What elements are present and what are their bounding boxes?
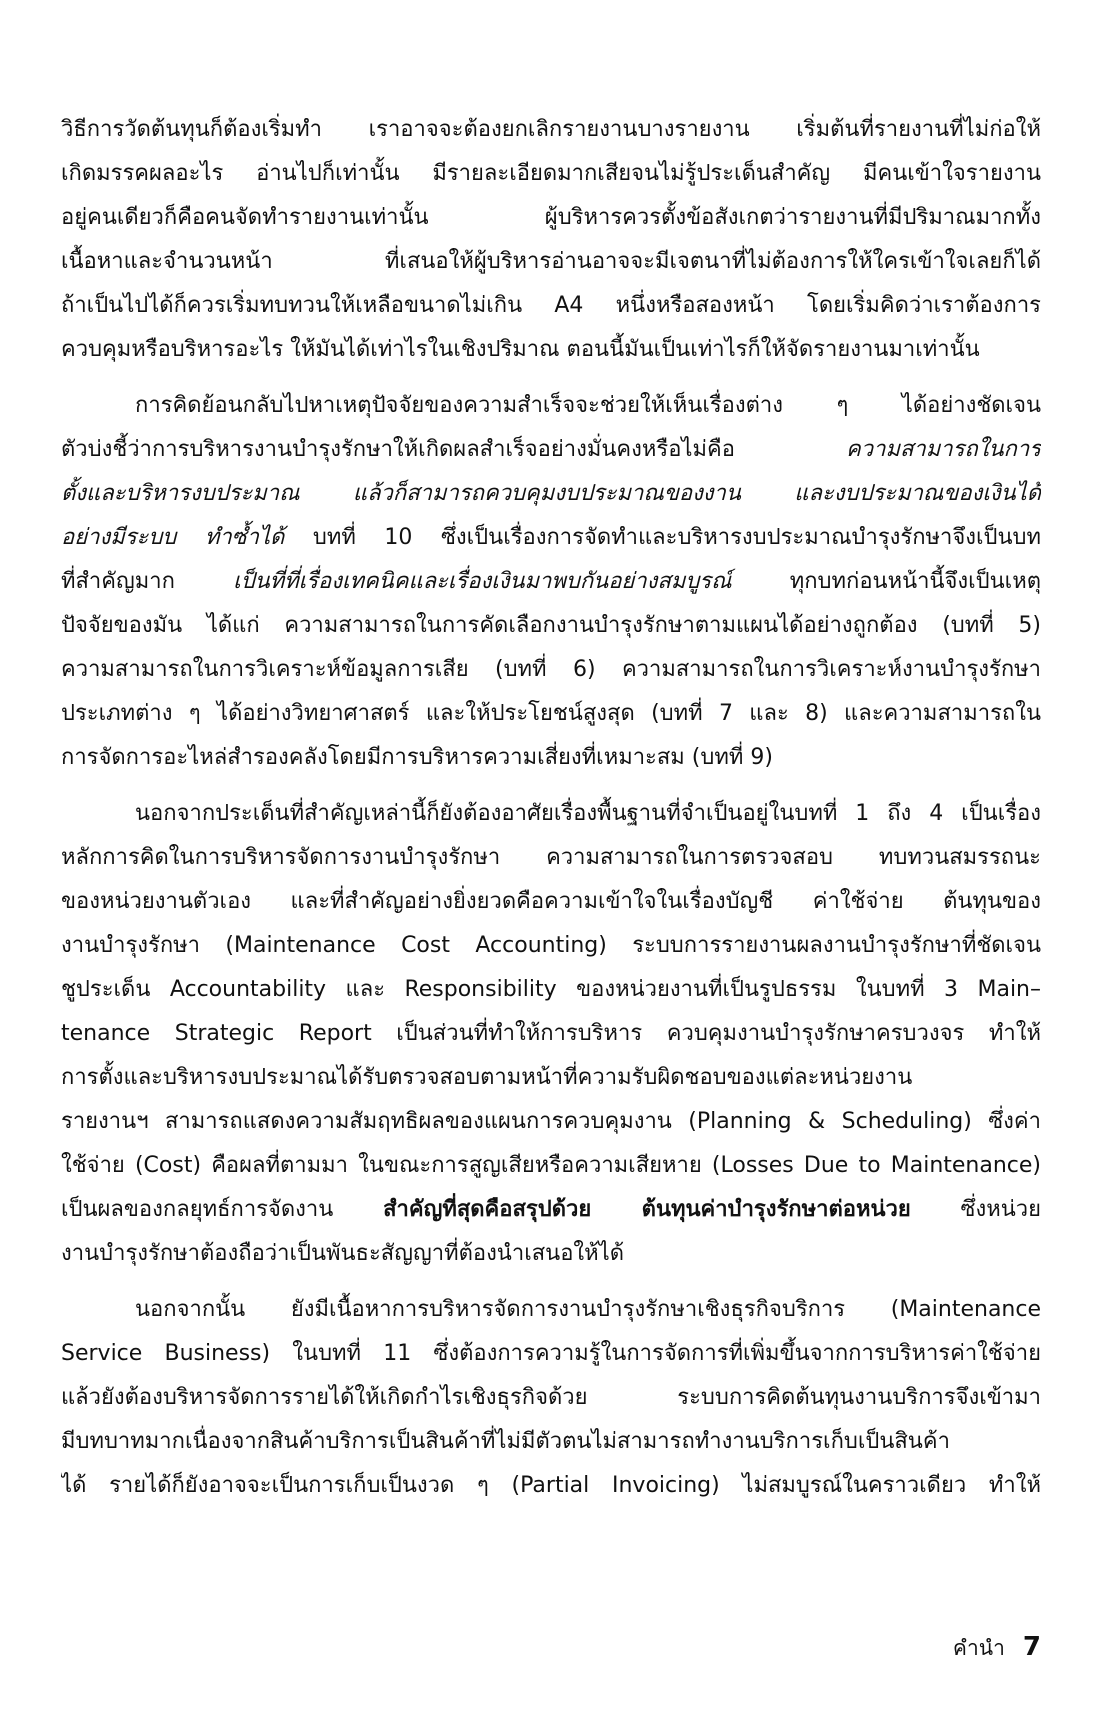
italic-emphasis: เป็นที่ที่เรื่องเทคนิคและเรื่องเงินมาพบกันอย่างสมบูรณ์ [233,569,732,594]
text-run: งานบำรุงรักษาต้องถือว่าเป็นพันธะสัญญาที่ต้องนำเสนอให้ได้ [61,1241,624,1266]
text-run: การตั้งและบริหารงบประมาณได้รับตรวจสอบตามหน้าที่ความรับผิดชอบของแต่ละหน่วยงาน [61,1065,913,1090]
text-run: รายงานฯ สามารถแสดงความสัมฤทธิผลของแผนการควบคุมงาน (Planning & Scheduling) ซึ่งค่า [61,1109,1041,1134]
text-run: เป็นผลของกลยุทธ์การจัดงาน [61,1197,384,1222]
text-run: ชูประเด็น Accountability และ Responsibility ของหน่วยงานที่เป็นรูปธรรม ในบทที่ 3 Main– [61,977,1041,1002]
text-line [61,560,1041,604]
page-footer [953,1632,1041,1672]
text-run: ใช้จ่าย (Cost) คือผลที่ตามมา ในขณะการสูญเสียหรือความเสียหาย (Losses Due to Maintenance) [61,1153,1041,1178]
text-run: ประเภทต่าง ๆ ได้อย่างวิทยาศาสตร์ และให้ประโยชน์สูงสุด (บทที่ 7 และ 8) และความสามารถใน [61,701,1041,726]
text-line [61,604,1041,648]
text-line [61,1144,1041,1188]
text-line [61,328,1041,372]
text-run: ได้ รายได้ก็ยังอาจจะเป็นการเก็บเป็นงวด ๆ (Partial Invoicing) ไม่สมบูรณ์ในคราวเดียว ทำให้ [61,1473,1041,1498]
section-title: คำนำ [952,1636,1005,1660]
text-run: tenance Strategic Report เป็นส่วนที่ทำให้การบริหาร ควบคุมงานบำรุงรักษาครบวงจร ทำให้ [61,1021,1041,1046]
text-line [61,1420,1041,1464]
text-run: งานบำรุงรักษา (Maintenance Cost Accounting) ระบบการรายงานผลงานบำรุงรักษาที่ชัดเจน [61,933,1041,958]
text-line [61,152,1041,196]
text-line [61,1464,1041,1508]
text-line [61,284,1041,328]
text-line [61,472,1041,516]
text-run: เนื้อหาและจำนวนหน้า ที่เสนอให้ผู้บริหารอ่านอาจจะมีเจตนาที่ไม่ต้องการให้ใครเข้าใจเลยก็ได้ [61,249,1041,274]
text-line [61,692,1041,736]
text-line [61,1056,1041,1100]
bold-emphasis: สำคัญที่สุดคือสรุปด้วย ต้นทุนค่าบำรุงรักษาต่อหน่วย [383,1197,911,1222]
page-body [61,108,1041,1508]
text-line [61,196,1041,240]
text-line [61,1288,1041,1332]
paragraph [61,1288,1041,1508]
text-run: นอกจากประเด็นที่สำคัญเหล่านี้ก็ยังต้องอาศัยเรื่องพื้นฐานที่จำเป็นอยู่ในบทที่ 1 ถึง 4 เป็นเรื่อง [135,801,1041,826]
text-run: ทุกบทก่อนหน้านี้จึงเป็นเหตุ [731,569,1041,594]
text-line [61,924,1041,968]
text-line [61,384,1041,428]
text-line [61,516,1041,560]
text-line [61,1232,1041,1276]
text-run: ปัจจัยของมัน ได้แก่ ความสามารถในการคัดเลือกงานบำรุงรักษาตามแผนได้อย่างถูกต้อง (บทที่ 5) [61,613,1041,638]
text-run: เกิดมรรคผลอะไร อ่านไปก็เท่านั้น มีรายละเอียดมากเสียจนไม่รู้ประเด็นสำคัญ มีคนเข้าใจรายงาน [61,161,1041,186]
text-run: ควบคุมหรือบริหารอะไร ให้มันได้เท่าไรในเชิงปริมาณ ตอนนี้มันเป็นเท่าไรก็ให้จัดรายงานมาเท่านั้น [61,337,980,362]
text-run: มีบทบาทมากเนื่องจากสินค้าบริการเป็นสินค้าที่ไม่มีตัวตนไม่สามารถทำงานบริการเก็บเป็นสินค้า [61,1429,950,1454]
italic-emphasis: อย่างมีระบบ ทำซ้ำได้ [61,525,285,550]
text-run: อยู่คนเดียวก็คือคนจัดทำรายงานเท่านั้น ผู้บริหารควรตั้งข้อสังเกตว่ารายงานที่มีปริมาณมากทั้ง [61,205,1041,230]
text-run: ความสามารถในการวิเคราะห์ข้อมูลการเสีย (บทที่ 6) ความสามารถในการวิเคราะห์งานบำรุงรักษา [61,657,1041,682]
text-run: ของหน่วยงานตัวเอง และที่สำคัญอย่างยิ่งยวดคือความเข้าใจในเรื่องบัญชี ค่าใช้จ่าย ต้นทุนของ [61,889,1041,914]
text-run: นอกจากนั้น ยังมีเนื้อหาการบริหารจัดการงานบำรุงรักษาเชิงธุรกิจบริการ (Maintenance [135,1297,1041,1322]
page-number: 7 [1022,1632,1041,1662]
text-run: หลักการคิดในการบริหารจัดการงานบำรุงรักษา ความสามารถในการตรวจสอบ ทบทวนสมรรถนะ [61,845,1041,870]
text-run: ถ้าเป็นไปได้ก็ควรเริ่มทบทวนให้เหลือขนาดไม่เกิน A4 หนึ่งหรือสองหน้า โดยเริ่มคิดว่าเราต้องการ [61,293,1041,318]
text-line [61,836,1041,880]
paragraph [61,384,1041,780]
text-run: วิธีการวัดต้นทุนก็ต้องเริ่มทำ เราอาจจะต้องยกเลิกรายงานบางรายงาน เริ่มต้นที่รายงานที่ไม่ก่อให้ [61,117,1041,142]
text-line [61,1332,1041,1376]
text-line [61,1100,1041,1144]
text-line [61,792,1041,836]
text-run: การจัดการอะไหล่สำรองคลังโดยมีการบริหารความเสี่ยงที่เหมาะสม (บทที่ 9) [61,745,773,770]
text-line [61,240,1041,284]
text-run: แล้วยังต้องบริหารจัดการรายได้ให้เกิดกำไรเชิงธุรกิจด้วย ระบบการคิดต้นทุนงานบริการจึงเข้ามา [61,1385,1041,1410]
text-run: ตัวบ่งชี้ว่าการบริหารงานบำรุงรักษาให้เกิดผลสำเร็จอย่างมั่นคงหรือไม่คือ [61,437,847,462]
text-line [61,1376,1041,1420]
text-run: การคิดย้อนกลับไปหาเหตุปัจจัยของความสำเร็จจะช่วยให้เห็นเรื่องต่าง ๆ ได้อย่างชัดเจน [135,393,1041,418]
text-line [61,1188,1041,1232]
paragraph [61,108,1041,372]
text-line [61,968,1041,1012]
text-line [61,428,1041,472]
text-line [61,108,1041,152]
paragraph [61,792,1041,1276]
text-run: บทที่ 10 ซึ่งเป็นเรื่องการจัดทำและบริหารงบประมาณบำรุงรักษาจึงเป็นบท [284,525,1041,550]
text-run: Service Business) ในบทที่ 11 ซึ่งต้องการความรู้ในการจัดการที่เพิ่มขึ้นจากการบริหารค่าใช้จ่าย [61,1341,1041,1366]
text-line [61,736,1041,780]
text-run: ซึ่งหน่วย [910,1197,1041,1222]
text-line [61,880,1041,924]
text-run: ที่สำคัญมาก [61,569,234,594]
italic-emphasis: ตั้งและบริหารงบประมาณ แล้วก็สามารถควบคุมงบประมาณของงาน และงบประมาณของเงินได้ [61,481,1041,506]
italic-emphasis: ความสามารถในการ [846,437,1041,462]
text-line [61,1012,1041,1056]
text-line [61,648,1041,692]
